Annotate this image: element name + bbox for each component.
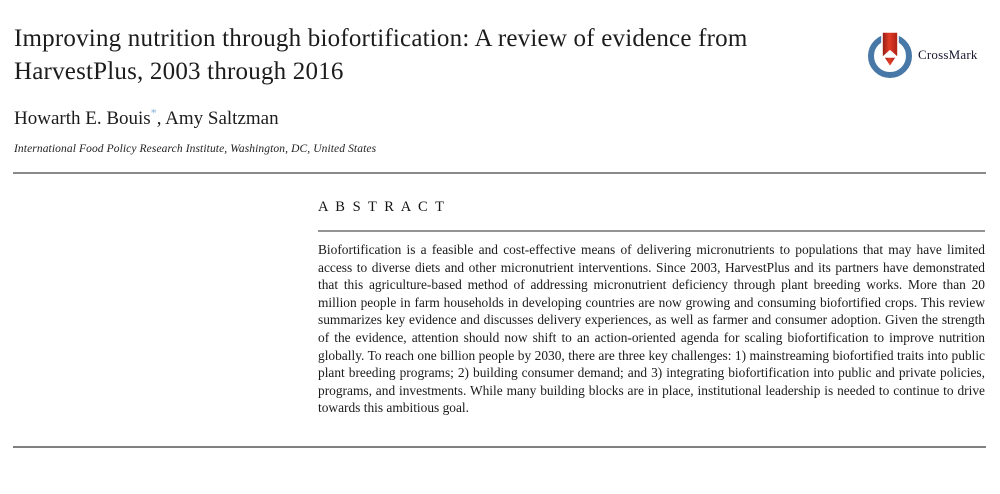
paper-title-line2: HarvestPlus, 2003 through 2016 <box>14 58 344 85</box>
abstract-heading: A B S T R A C T <box>318 199 446 215</box>
header-divider <box>13 172 986 174</box>
crossmark-icon <box>866 31 914 79</box>
footer-divider <box>13 446 986 448</box>
crossmark-label: CrossMark <box>918 47 978 62</box>
paper-title <box>14 22 747 88</box>
paper-title-line1: Improving nutrition through biofortification: A review of evidence from <box>14 25 748 52</box>
corresponding-author-marker[interactable]: * <box>150 105 157 120</box>
author-affiliation: International Food Policy Research Institute, Washington, DC, United States <box>14 143 377 155</box>
abstract-text: Biofortification is a feasible and cost-effective means of delivering micronutrients to populations that may have limited access to diverse diets and other micronutrient interventions. Since 2003, HarvestPlus and its partners have demonstrated that this agriculture-based method of addressing micronutrient deficiency through plant breeding works. More than 20 million people in farm households in developing countries are now growing and consuming biofortified crops. This review summarizes key evidence and discusses delivery experiences, as well as farmer and consumer adoption. Given the strength of the evidence, attention should now shift to an action-oriented agenda for scaling biofortification to improve nutrition globally. To reach one billion people by 2030, there are three key challenges: 1) mainstreaming biofortified traits into public plant breeding programs; 2) building consumer demand; and 3) integrating biofortification into public and private policies, programs, and investments. While many building blocks are in place, institutional leadership is needed to continue to drive towards this ambitious goal. <box>318 242 985 416</box>
abstract-divider <box>318 230 985 232</box>
author-name-2: , Amy Saltzman <box>156 108 279 129</box>
author-list <box>14 105 279 130</box>
crossmark-badge[interactable] <box>866 31 978 79</box>
author-name-1: Howarth E. Bouis <box>14 108 151 129</box>
